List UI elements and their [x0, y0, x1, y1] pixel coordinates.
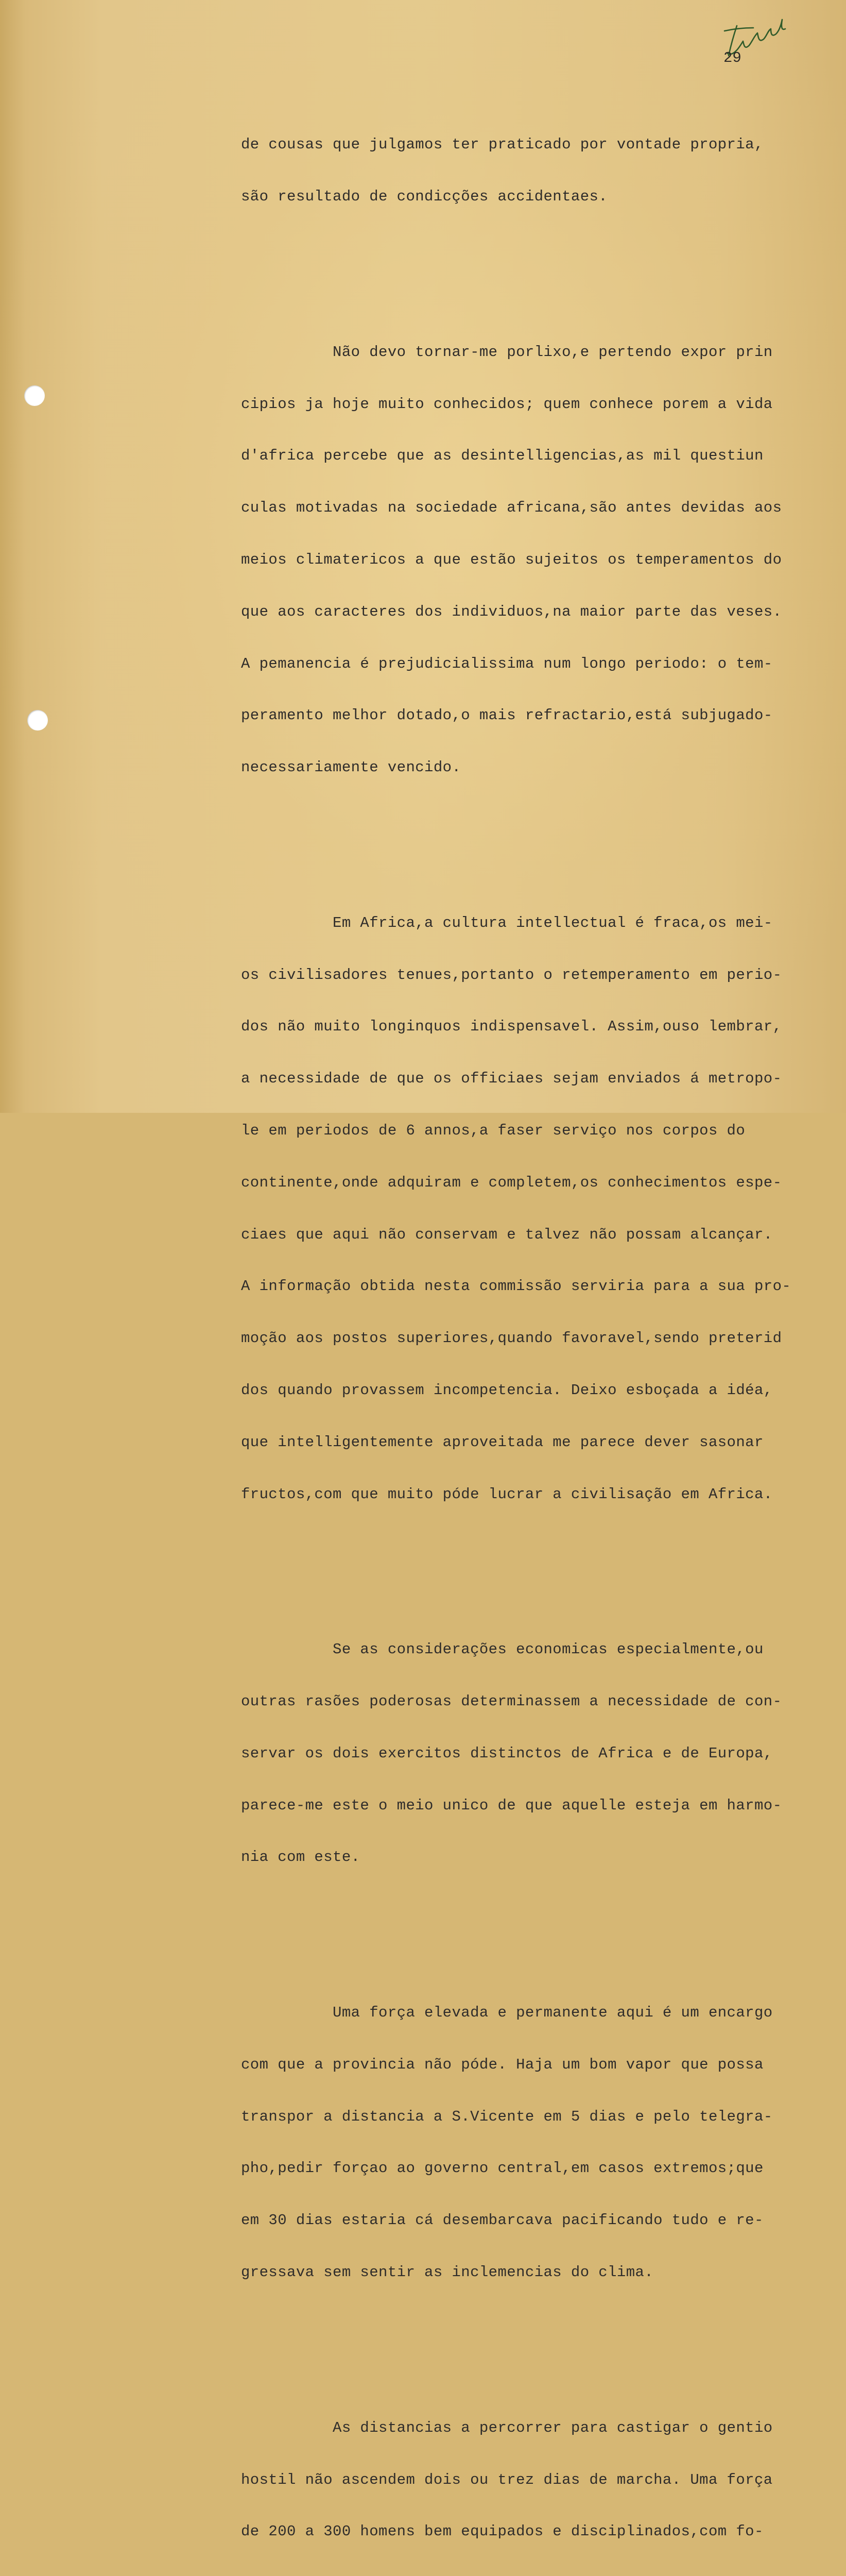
paragraph	[241, 2385, 846, 2576]
text-line: de cousas que julgamos ter praticado por vontade propria,	[241, 136, 764, 154]
text-line: peramento melhor dotado,o mais refractario,está subjugado-	[241, 707, 773, 724]
text-line: com que a provincia não póde. Haja um bom vapor que possa	[241, 2056, 764, 2073]
text-line: le em periodos de 6 annos,a faser serviço nos corpos do	[241, 1122, 746, 1140]
text-line: outras rasões poderosas determinassem a necessidade de con-	[241, 1693, 782, 1710]
text-line: em 30 dias estaria cá desembarcava pacificando tudo e re-	[241, 2212, 764, 2229]
text-line: de 200 a 300 homens bem equipados e disciplinados,com fo-	[241, 2523, 764, 2540]
text-line: a necessidade de que os officiaes sejam enviados á metropo-	[241, 1070, 782, 1088]
text-line: Uma força elevada e permanente aqui é um encargo	[241, 2004, 773, 2022]
text-line: Em Africa,a cultura intellectual é fraca,os mei-	[241, 914, 773, 931]
text-line: são resultado de condicções accidentaes.	[241, 188, 608, 206]
text-line: que intelligentemente aproveitada me parece dever sasonar	[241, 1433, 764, 1451]
text-line: Não devo tornar-me porlixo,e pertendo expor prin	[241, 343, 773, 361]
text-line: gressava sem sentir as inclemencias do clima.	[241, 2264, 654, 2281]
text-line: As distancias a percorrer para castigar o gentio	[241, 2419, 773, 2436]
text-line: fructos,com que muito póde lucrar a civilisação em Africa.	[241, 1485, 773, 1503]
paragraph	[241, 1970, 846, 2316]
text-line: que aos caracteres dos individuos,na maior parte das veses.	[241, 603, 782, 620]
paragraph	[241, 1606, 846, 1901]
text-line: culas motivadas na sociedade africana,são antes devidas aos	[241, 499, 782, 517]
page-number: 29	[723, 49, 741, 66]
text-line: transpor a distancia a S.Vicente em 5 dias e pelo telegra-	[241, 2108, 773, 2125]
punch-hole	[27, 710, 48, 731]
text-line: dos não muito longinquos indispensavel. Assim,ouso lembrar,	[241, 1018, 782, 1036]
paragraph	[241, 309, 846, 811]
text-line: necessariamente vencido.	[241, 759, 461, 776]
text-line: d'africa percebe que as desintelligencias,as mil questiun	[241, 447, 764, 465]
paragraph	[241, 101, 846, 240]
text-line: cipios ja hoje muito conhecidos; quem conhece porem a vida	[241, 395, 773, 413]
text-line: moção aos postos superiores,quando favoravel,sendo preterid	[241, 1330, 782, 1347]
punch-hole	[24, 385, 45, 406]
text-line: continente,onde adquiram e completem,os conhecimentos espe-	[241, 1174, 782, 1191]
typewritten-body	[241, 67, 846, 2576]
text-line: A pemanencia é prejudicialissima num longo periodo: o tem-	[241, 655, 773, 672]
text-line: Se as considerações economicas especialmente,ou	[241, 1641, 764, 1658]
text-line: ciaes que aqui não conservam e talvez não possam alcançar.	[241, 1226, 773, 1243]
text-line: A informação obtida nesta commissão serviria para a sua pro-	[241, 1278, 791, 1295]
text-line: dos quando provassem incompetencia. Deixo esboçada a idéa,	[241, 1381, 773, 1399]
text-line: pho,pedir forçao ao governo central,em casos extremos;que	[241, 2160, 764, 2177]
paragraph	[241, 880, 846, 1538]
text-line: parece-me este o meio unico de que aquelle esteja em harmo-	[241, 1797, 782, 1814]
text-line: servar os dois exercitos distinctos de Africa e de Europa,	[241, 1744, 773, 1762]
text-line: os civilisadores tenues,portanto o retemperamento em perio-	[241, 966, 782, 984]
text-line: nia com este.	[241, 1849, 360, 1866]
text-line: hostil não ascendem dois ou trez dias de marcha. Uma força	[241, 2471, 773, 2488]
text-line: meios climatericos a que estão sujeitos os temperamentos do	[241, 551, 782, 569]
